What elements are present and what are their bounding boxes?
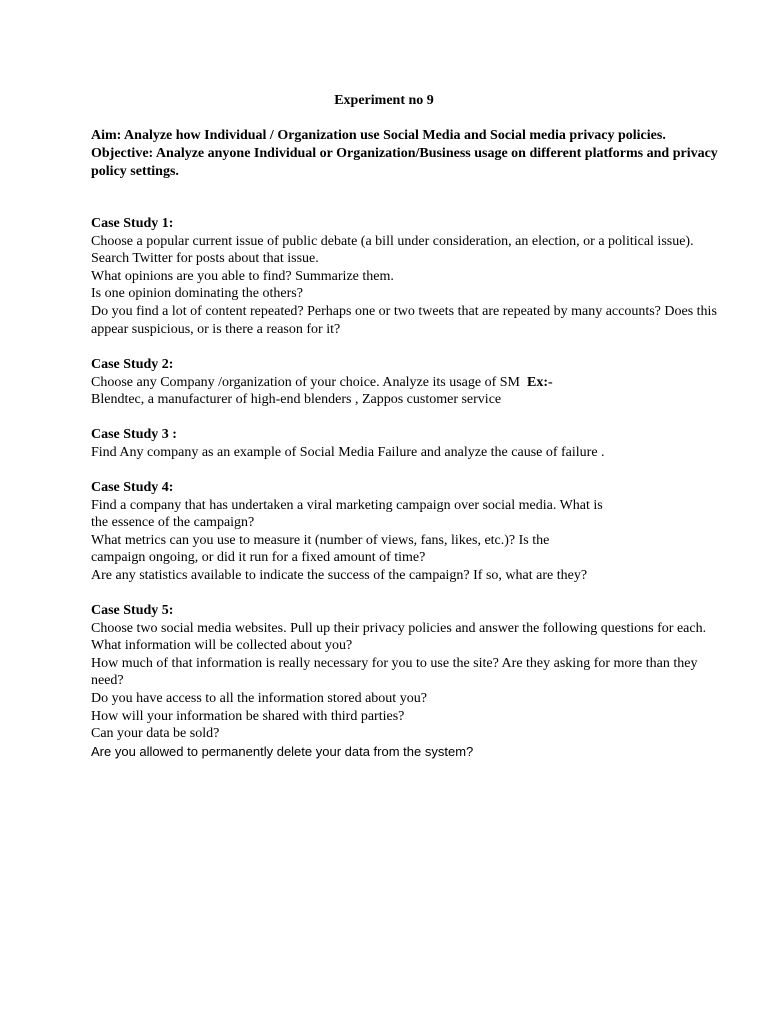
case-study-3-section bbox=[91, 426, 751, 461]
case-study-4-line: What metrics can you use to measure it (number of views, fans, likes, etc.)? Is the bbox=[91, 532, 550, 548]
objective-line-2: policy settings. bbox=[91, 164, 179, 179]
case-study-1-line: What opinions are you able to find? Summarize them. bbox=[91, 268, 394, 284]
case-study-1-line: appear suspicious, or is there a reason for it? bbox=[91, 321, 341, 337]
case-study-5-section bbox=[91, 602, 751, 760]
case-study-2-heading: Case Study 2: bbox=[91, 357, 174, 372]
case-study-2-line bbox=[91, 374, 751, 392]
case-study-5-line: Choose two social media websites. Pull up their privacy policies and answer the following questions for each. bbox=[91, 620, 707, 636]
case-study-3-line: Find Any company as an example of Social Media Failure and analyze the cause of failure . bbox=[91, 444, 605, 460]
case-study-2-example-label: Ex:- bbox=[527, 374, 553, 390]
case-study-5-line: How much of that information is really necessary for you to use the site? Are they asking for more than they bbox=[91, 655, 698, 671]
case-study-2-line: Blendtec, a manufacturer of high-end blenders , Zappos customer service bbox=[91, 392, 502, 408]
aim-line: Aim: Analyze how Individual / Organization use Social Media and Social media privacy policies. bbox=[91, 128, 666, 143]
case-study-5-last-line: Are you allowed to permanently delete your data from the system? bbox=[91, 743, 474, 759]
case-study-5-line: What information will be collected about you? bbox=[91, 638, 353, 654]
case-study-4-line: Are any statistics available to indicate the success of the campaign? If so, what are they? bbox=[91, 567, 588, 583]
case-study-5-line: Can your data be sold? bbox=[91, 726, 220, 742]
case-study-1-line: Is one opinion dominating the others? bbox=[91, 286, 303, 302]
aim-objective-section bbox=[91, 127, 751, 181]
objective-line-1: Objective: Analyze anyone Individual or Organization/Business usage on different platforms and privacy bbox=[91, 146, 718, 161]
case-study-4-section bbox=[91, 479, 751, 585]
case-study-5-line: How will your information be shared with third parties? bbox=[91, 708, 405, 724]
case-study-5-heading: Case Study 5: bbox=[91, 603, 174, 618]
case-study-3-heading: Case Study 3 : bbox=[91, 427, 177, 442]
case-study-4-heading: Case Study 4: bbox=[91, 480, 174, 495]
case-study-1-heading: Case Study 1: bbox=[91, 216, 174, 231]
case-study-2-text: Choose any Company /organization of your choice. Analyze its usage of SM bbox=[91, 374, 527, 390]
case-study-1-section bbox=[91, 215, 751, 338]
case-study-1-line: Choose a popular current issue of public debate (a bill under consideration, an election, or a political issue). bbox=[91, 233, 694, 249]
case-study-2-section bbox=[91, 356, 751, 409]
case-study-1-line: Search Twitter for posts about that issue. bbox=[91, 251, 319, 267]
case-study-5-line: Do you have access to all the information stored about you? bbox=[91, 690, 427, 706]
case-study-4-line: Find a company that has undertaken a viral marketing campaign over social media. What is bbox=[91, 497, 603, 513]
case-study-4-line: the essence of the campaign? bbox=[91, 515, 255, 531]
case-study-1-line: Do you find a lot of content repeated? Perhaps one or two tweets that are repeated by many accounts? Does this bbox=[91, 303, 717, 319]
document-title: Experiment no 9 bbox=[334, 93, 434, 108]
case-study-4-line: campaign ongoing, or did it run for a fixed amount of time? bbox=[91, 550, 426, 566]
case-study-5-line: need? bbox=[91, 673, 124, 689]
